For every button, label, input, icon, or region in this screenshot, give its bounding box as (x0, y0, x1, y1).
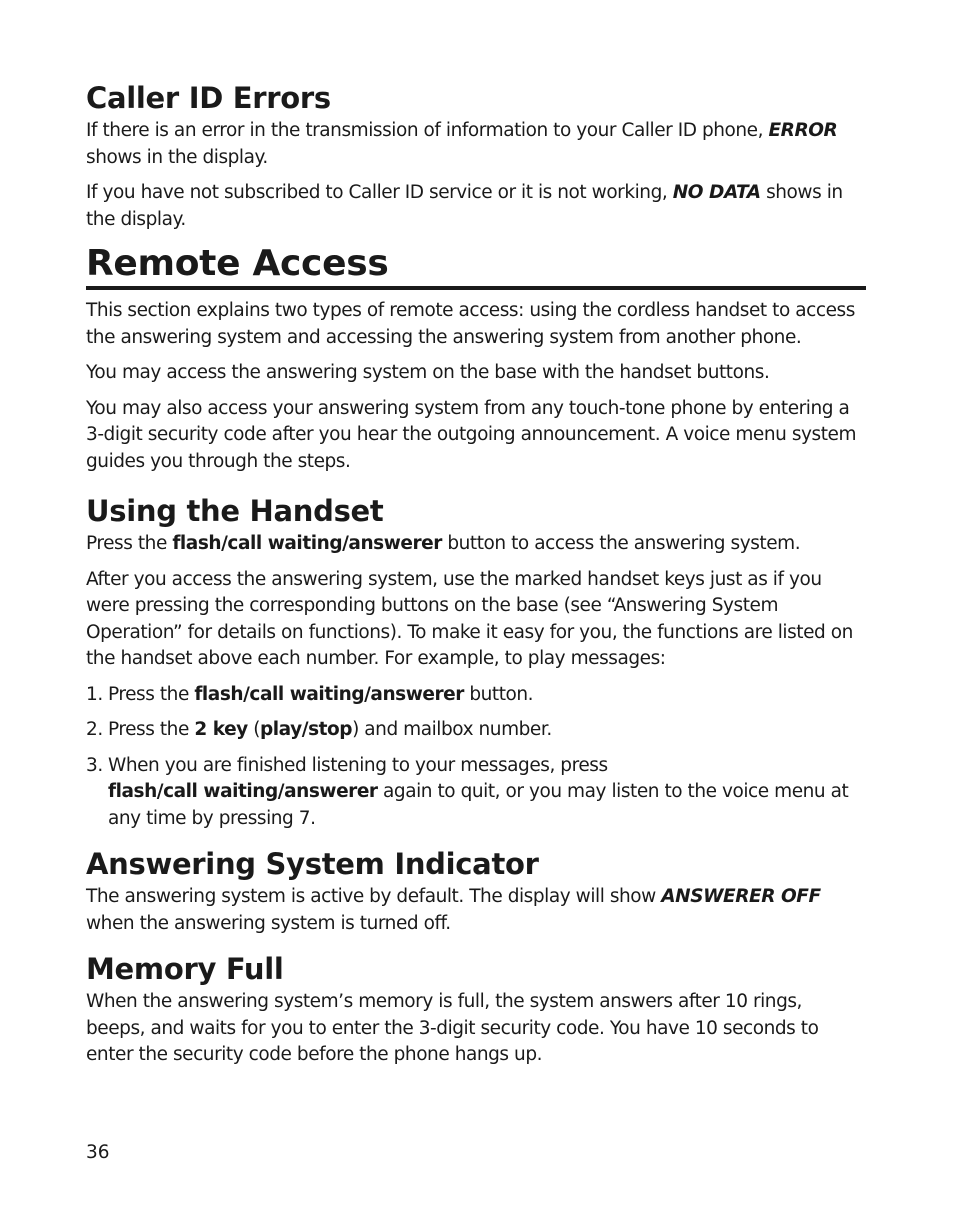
list-item: 3. When you are finished listening to your messages, press flash/call waiting/answerer again to quit, or you may listen to the voice menu at any time by pressing 7. (86, 754, 849, 829)
section-remote-access (86, 242, 866, 475)
steps-list (86, 682, 866, 833)
paragraph-memory-full: When the answering system’s memory is full, the system answers after 10 rings, beeps, and waits for you to enter the 3-digit security code. You have 10 seconds to enter the security code before the phone hangs up. (86, 991, 819, 1065)
manual-page (86, 80, 866, 1078)
key-flash-call-waiting-answerer: flash/call waiting/answerer (172, 533, 442, 554)
paragraph-handset-keys: After you access the answering system, use the marked handset keys just as if you were pressing the corresponding buttons on the base (see “Answering System Operation” for details on functions). To make it easy for you, the functions are listed on the handset above each number. For example, to play messages: (86, 568, 853, 669)
paragraph-remote-base: You may access the answering system on the base with the handset buttons. (86, 362, 770, 383)
section-answering-indicator (86, 846, 866, 937)
paragraph-answerer-off: The answering system is active by default. The display will show ANSWERER OFF when the answering system is turned off. (86, 886, 821, 934)
display-message-answerer-off: ANSWERER OFF (661, 886, 821, 907)
paragraph-error-display: If there is an error in the transmission of information to your Caller ID phone, ERROR shows in the display. (86, 120, 838, 168)
display-message-no-data: NO DATA (672, 182, 761, 203)
heading-remote-access: Remote Access (86, 242, 866, 290)
section-caller-id-errors (86, 80, 866, 233)
heading-using-handset: Using the Handset (86, 494, 384, 528)
list-item: 2. Press the 2 key (play/stop) and mailbox number. (86, 719, 552, 740)
paragraph-remote-intro: This section explains two types of remote access: using the cordless handset to access the answering system and accessing the answering system from another phone. (86, 300, 855, 348)
list-item: 1. Press the flash/call waiting/answerer button. (86, 683, 534, 705)
heading-answering-indicator: Answering System Indicator (86, 847, 539, 881)
section-using-handset (86, 493, 866, 832)
paragraph-no-data-display: If you have not subscribed to Caller ID service or it is not working, NO DATA shows in the display. (86, 182, 843, 230)
paragraph-remote-touch-tone: You may also access your answering system from any touch-tone phone by entering a 3-digit security code after you hear the outgoing announcement. A voice menu system guides you through the steps. (86, 397, 857, 472)
paragraph-press-flash: Press the flash/call waiting/answerer button to access the answering system. (86, 533, 801, 554)
heading-caller-id-errors: Caller ID Errors (86, 81, 331, 115)
display-message-error: ERROR (768, 120, 838, 141)
section-memory-full (86, 951, 866, 1069)
heading-memory-full: Memory Full (86, 952, 284, 986)
page-number: 36 (86, 1142, 110, 1163)
